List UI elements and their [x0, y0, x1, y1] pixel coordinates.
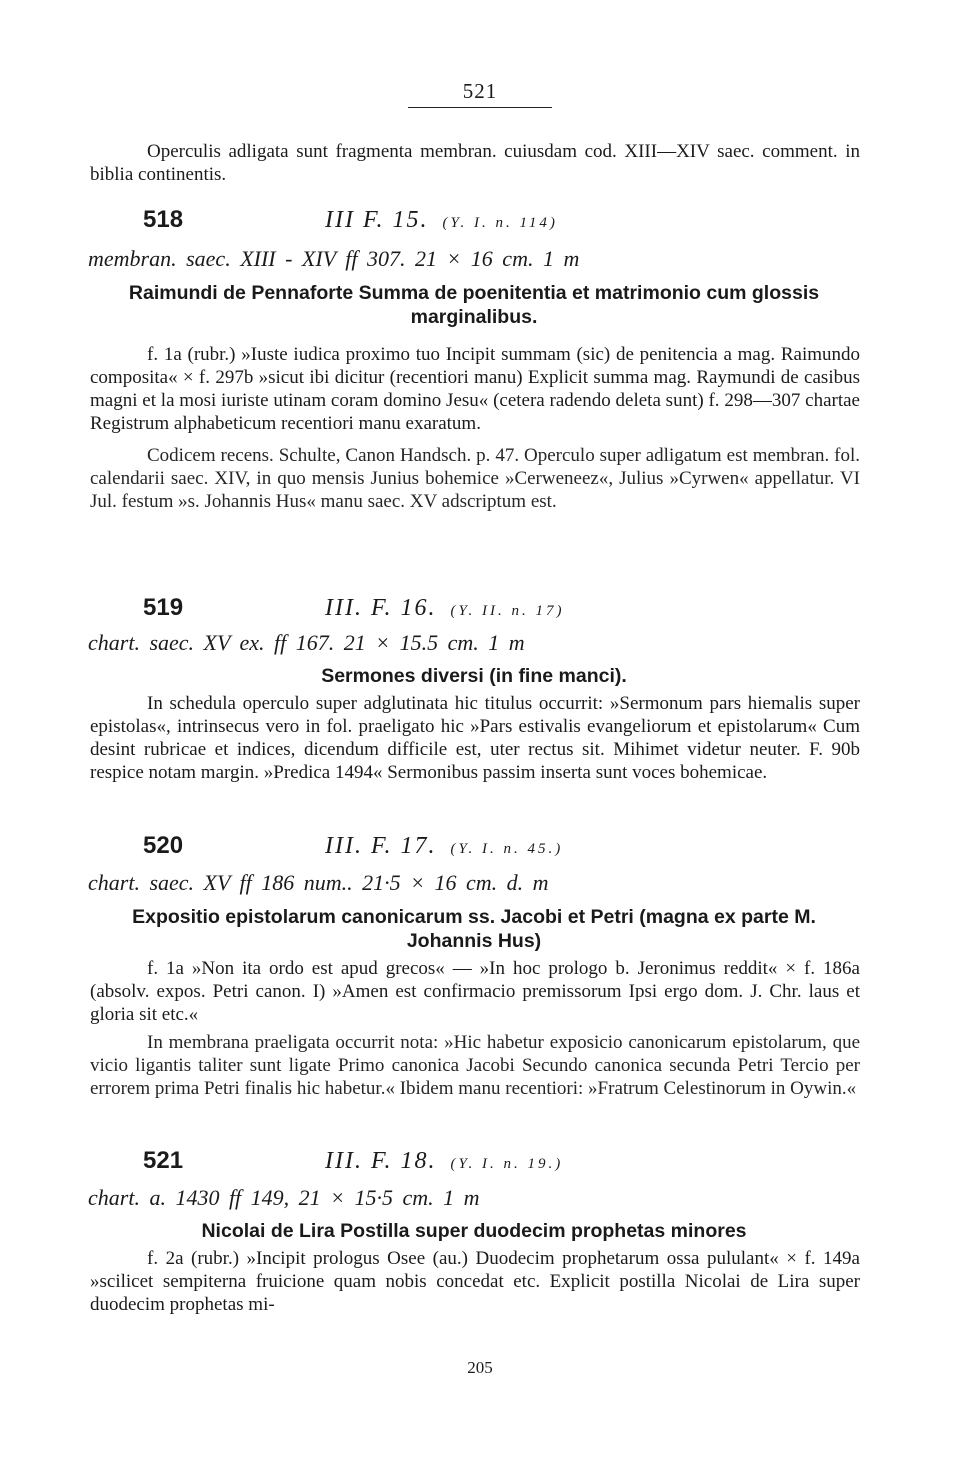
entry-heading — [143, 206, 558, 234]
entry-title: Expositio epistolarum canonicarum ss. Jacobi et Petri (magna ex parte M. Johannis Hus) — [132, 906, 816, 952]
intro-paragraph — [90, 140, 860, 186]
entry-text: f. 1a »Non ita ordo est apud grecos« — »In hoc prologo b. Jeronimus reddit« × f. 186a (absolv. expos. Petri canon. I) »Amen est confirmacio premissorum Ipsi ergo dom. J. Chr. laus et gloria sit etc.« — [90, 958, 860, 1025]
entry-heading — [143, 594, 565, 622]
entry-text: f. 2a (rubr.) »Incipit prologus Osee (au.) Duodecim prophetarum ossa pululant« × f. 149a »scilicet sempiterna fruicione quam nobis concedat etc. Explicit postilla Nicolai de Lira super duodecim prophetas mi- — [90, 1248, 860, 1315]
entry-heading — [143, 1147, 563, 1175]
entry-number: 521 — [143, 1147, 184, 1174]
old-signature: (Y. I. n. 114) — [442, 215, 558, 231]
shelfmark: III. F. 16. — [325, 595, 437, 621]
old-signature: (Y. I. n. 45.) — [450, 841, 564, 857]
entry-note: In membrana praeligata occurrit nota: »Hic habetur exposicio canonicarum epistolarum, que vicio ligantis taliter sunt ligate Primo canonica Jacobi Secundo canonica secunda Petri Tercio per errorem prima Petri finalis hic habetur.« Ibidem manu recentiori: »Fratrum Celestinorum in Oywin.« — [90, 1032, 860, 1099]
entry-heading — [143, 832, 563, 860]
shelfmark: III. F. 18. — [325, 1148, 437, 1174]
entry-note: Codicem recens. Schulte, Canon Handsch. p. 47. Operculo super adligatum est membran. fol. calendarii saec. XIV, in quo mensis Junius bohemice »Cerweneez«, Julius »Cyrwen« appellatur. VI Jul. festum »s. Johannis Hus« manu saec. XV adscriptum est. — [90, 445, 860, 512]
entry-title: Raimundi de Pennaforte Summa de poenitentia et matrimonio cum glossis marginalibus. — [128, 282, 820, 328]
entry-number: 518 — [143, 206, 184, 233]
footer-page-number: 205 — [467, 1358, 493, 1377]
shelfmark: III F. 15. — [325, 207, 429, 233]
entry-body — [90, 957, 860, 1100]
shelfmark: III. F. 17. — [325, 833, 437, 859]
header-rule — [408, 107, 552, 108]
entry-body — [90, 1247, 860, 1316]
entry-text: f. 1a (rubr.) »Iuste iudica proximo tuo Incipit summam (sic) de penitencia a mag. Raimundo composita« × f. 297b »sicut ibi dicitur (recentiori manu) Explicit summa mag. Raymundi de casibus magni et la mosi iuriste utinam coram domino Jesu« (cetera radendo deleta sunt) f. 298—307 chartae Registrum alphabeticum recentiori manu exaratum. — [90, 344, 860, 434]
entry-number: 519 — [143, 594, 184, 621]
codex-description: membran. saec. XIII - XIV ff 307. 21 × 16 cm. 1 m — [88, 246, 580, 271]
old-signature: (Y. I. n. 19.) — [450, 1156, 564, 1172]
entry-body — [90, 343, 860, 513]
old-signature: (Y. II. n. 17) — [450, 603, 565, 619]
codex-description: chart. saec. XV ff 186 num.. 21·5 × 16 cm. d. m — [88, 870, 549, 895]
entry-text: In schedula operculo super adglutinata hic titulus occurrit: »Sermonum pars hiemalis super epistolas«, intrinsecus vero in fol. praeligato hic »Pars estivalis evangeliorum et epistolarum« Cum desint rubricae et indices, dicendum difficile est, uter rectus sit. Mihimet videtur neuter. F. 90b respice notam margin. »Predica 1494« Sermonibus passim inserta sunt voces bohemicae. — [90, 693, 860, 783]
entry-number: 520 — [143, 832, 184, 859]
entry-title: Sermones diversi (in fine manci). — [321, 665, 627, 687]
entry-body — [90, 692, 860, 784]
intro-text: Operculis adligata sunt fragmenta membran. cuiusdam cod. XIII—XIV saec. comment. in biblia continentis. — [90, 141, 860, 185]
entry-title: Nicolai de Lira Postilla super duodecim prophetas minores — [201, 1220, 747, 1242]
codex-description: chart. a. 1430 ff 149, 21 × 15·5 cm. 1 m — [88, 1185, 480, 1210]
codex-description: chart. saec. XV ex. ff 167. 21 × 15.5 cm. 1 m — [88, 630, 525, 655]
page-number: 521 — [462, 79, 498, 103]
